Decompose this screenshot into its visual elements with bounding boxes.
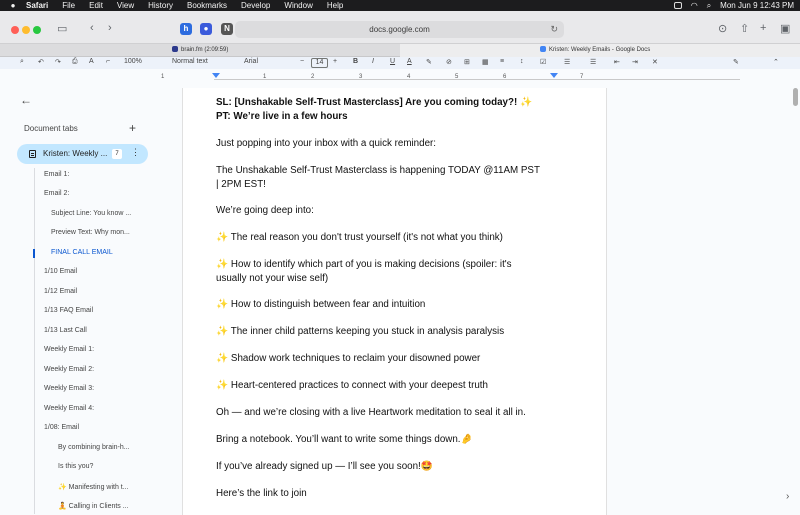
- forward-icon[interactable]: ›: [108, 22, 112, 34]
- bookmark-favicon-icon[interactable]: ●: [200, 23, 212, 35]
- address-url: docs.google.com: [369, 25, 430, 34]
- ruler-number: 2: [311, 74, 315, 80]
- paint-format-icon[interactable]: ⌐: [106, 58, 111, 65]
- reload-icon[interactable]: ↻: [550, 24, 558, 34]
- explore-collapse-icon[interactable]: ›: [786, 491, 790, 502]
- outline-item[interactable]: ✨ Manifesting with t...: [58, 484, 129, 491]
- browser-tab[interactable]: [0, 44, 400, 57]
- underline-icon[interactable]: U: [390, 58, 396, 65]
- doc-paragraph[interactable]: We’re going deep into:: [216, 205, 314, 216]
- document-tabs-header: Document tabs: [24, 124, 78, 133]
- menu-history[interactable]: History: [148, 1, 174, 10]
- increase-indent-icon[interactable]: ⇥: [632, 59, 638, 66]
- doc-paragraph[interactable]: If you’ve already signed up — I’ll see you soon!🤩: [216, 461, 433, 472]
- downloads-icon[interactable]: ⊙: [718, 23, 728, 35]
- zoom-select[interactable]: 100%: [124, 58, 142, 65]
- brainfm-favicon-icon: [172, 46, 178, 52]
- redo-icon[interactable]: ↷: [55, 59, 61, 66]
- doc-paragraph[interactable]: The Unshakable Self-Trust Masterclass is happening TODAY @11AM PST | 2PM EST!: [216, 165, 540, 190]
- left-indent-marker[interactable]: [212, 73, 220, 78]
- checklist-icon[interactable]: ☑: [540, 59, 547, 66]
- undo-icon[interactable]: ↶: [38, 59, 44, 66]
- outline-item[interactable]: 1/13 FAQ Email: [44, 307, 94, 314]
- bullet-paragraph[interactable]: ✨ Heart-centered practices to connect with your deepest truth: [216, 380, 488, 391]
- bookmark-favicon-icon[interactable]: h: [180, 23, 192, 35]
- tab-count-badge: 7: [112, 149, 122, 159]
- search-menus-icon[interactable]: ⌕: [20, 58, 24, 65]
- decrease-indent-icon[interactable]: ⇤: [614, 59, 620, 66]
- back-arrow-icon[interactable]: ←: [20, 93, 32, 107]
- mac-menu-bar: [0, 0, 800, 11]
- bullet-paragraph[interactable]: ✨ How to identify which part of you is making decisions (spoiler: it's usually not your wise self): [216, 259, 512, 284]
- back-icon[interactable]: ‹: [90, 22, 94, 34]
- battery-icon[interactable]: [674, 2, 682, 9]
- browser-tab-active[interactable]: [400, 44, 800, 57]
- vertical-scrollbar[interactable]: [793, 88, 798, 106]
- spellcheck-icon[interactable]: A: [89, 58, 94, 65]
- outline-item[interactable]: Email 2:: [44, 190, 70, 197]
- font-size-input[interactable]: 14: [311, 58, 328, 68]
- ruler-number: 6: [503, 74, 507, 80]
- menu-view[interactable]: View: [116, 1, 135, 10]
- outline-item-current[interactable]: FINAL CALL EMAIL: [51, 249, 113, 256]
- bold-icon[interactable]: B: [353, 58, 359, 65]
- outline-item[interactable]: 1/10 Email: [44, 268, 78, 275]
- right-indent-marker[interactable]: [550, 73, 558, 78]
- ruler-number: 1: [263, 74, 267, 80]
- bookmark-favicon-icon[interactable]: N: [221, 23, 233, 35]
- wifi-icon[interactable]: ◠: [690, 1, 698, 10]
- outline-item[interactable]: Weekly Email 1:: [44, 346, 95, 353]
- outline-item[interactable]: Weekly Email 4:: [44, 405, 95, 412]
- numbered-list-icon[interactable]: ☰: [590, 59, 597, 66]
- active-tab-label: Kristen: Weekly ...: [43, 149, 108, 158]
- menu-bookmarks[interactable]: Bookmarks: [187, 1, 228, 10]
- close-window-button[interactable]: [11, 26, 19, 34]
- ruler[interactable]: [156, 72, 800, 86]
- document-icon: [29, 150, 36, 158]
- hide-menus-icon[interactable]: ⌃: [773, 59, 779, 66]
- ruler-track: [214, 79, 740, 80]
- outline-item[interactable]: 🧘 Calling in Clients ...: [58, 503, 129, 510]
- link-icon[interactable]: ⊘: [446, 59, 452, 66]
- menu-help[interactable]: Help: [326, 1, 344, 10]
- outline-item[interactable]: Weekly Email 2:: [44, 366, 95, 373]
- doc-paragraph[interactable]: Bring a notebook. You’ll want to write some things down.🤌: [216, 434, 473, 445]
- text-color-icon[interactable]: A: [407, 58, 412, 65]
- menu-app-name[interactable]: Safari: [26, 1, 49, 10]
- outline-item[interactable]: Weekly Email 3:: [44, 385, 95, 392]
- ruler-number: 5: [455, 74, 459, 80]
- menu-develop[interactable]: Develop: [241, 1, 271, 10]
- clear-formatting-icon[interactable]: ✕: [652, 59, 658, 66]
- minimize-window-button[interactable]: [22, 26, 30, 34]
- menubar-clock[interactable]: Mon Jun 9 12:43 PM: [720, 1, 794, 10]
- browser-tab-strip: [0, 44, 800, 57]
- ruler-number: 7: [580, 74, 584, 80]
- bullet-paragraph[interactable]: ✨ How to distinguish between fear and intuition: [216, 299, 426, 310]
- browser-tab-title: Kristen: Weekly Emails - Google Docs: [549, 47, 651, 53]
- increase-font-size-icon[interactable]: +: [333, 58, 338, 65]
- new-tab-icon[interactable]: +: [760, 22, 767, 34]
- align-icon[interactable]: ≡: [500, 58, 505, 65]
- bullet-list-icon[interactable]: ☰: [564, 59, 571, 66]
- safari-toolbar: [0, 11, 800, 44]
- menu-edit[interactable]: Edit: [89, 1, 103, 10]
- outline-current-indicator: [33, 249, 35, 258]
- outline-guide-line: [34, 168, 35, 514]
- bullet-paragraph[interactable]: ✨ The real reason you don't trust yourself (it's not what you think): [216, 232, 503, 243]
- browser-tab-title: brain.fm (2:09:59): [181, 47, 229, 53]
- more-options-icon[interactable]: ⋮: [131, 147, 140, 157]
- image-icon[interactable]: ▦: [482, 59, 489, 66]
- bullet-paragraph[interactable]: ✨ The inner child patterns keeping you stuck in analysis paralysis: [216, 326, 505, 337]
- tab-overview-icon[interactable]: ▣: [780, 23, 791, 35]
- comment-icon[interactable]: ⊞: [464, 59, 470, 66]
- editing-mode-icon[interactable]: ✎: [733, 59, 739, 66]
- outline-item[interactable]: 1/08: Email: [44, 424, 80, 431]
- font-select[interactable]: Arial: [244, 58, 259, 65]
- docs-toolbar: [0, 57, 800, 69]
- zoom-window-button[interactable]: [33, 26, 41, 34]
- bullet-paragraph[interactable]: ✨ Shadow work techniques to reclaim your disowned power: [216, 353, 481, 364]
- line-spacing-icon[interactable]: ↕: [520, 58, 524, 65]
- add-tab-icon[interactable]: +: [129, 121, 137, 135]
- ruler-number: 4: [407, 74, 411, 80]
- print-icon[interactable]: ⎙: [72, 58, 78, 65]
- google-docs-favicon-icon: [540, 46, 546, 52]
- subject-preview-lines[interactable]: SL: [Unshakable Self-Trust Masterclass] Are you coming today?! ✨ PT: We’re live in a few hours: [216, 97, 533, 122]
- highlight-icon[interactable]: ✎: [426, 59, 432, 66]
- decrease-font-size-icon[interactable]: −: [300, 58, 305, 65]
- ruler-number: 1: [161, 74, 165, 80]
- apple-menu-icon[interactable]: ●: [10, 1, 16, 10]
- doc-paragraph[interactable]: Here’s the link to join: [216, 488, 307, 499]
- search-icon[interactable]: ⌕: [706, 0, 712, 10]
- outline-item[interactable]: 1/12 Email: [44, 288, 78, 295]
- share-icon[interactable]: ⇧: [740, 23, 750, 35]
- sidebar-toggle-icon[interactable]: ▭: [57, 23, 68, 35]
- outline-item[interactable]: Preview Text: Why mon...: [51, 229, 130, 236]
- style-select[interactable]: Normal text: [172, 58, 208, 65]
- outline-item[interactable]: By combining brain-h...: [58, 444, 130, 451]
- italic-icon[interactable]: I: [372, 58, 374, 65]
- doc-paragraph[interactable]: Just popping into your inbox with a quick reminder:: [216, 138, 437, 149]
- menu-window[interactable]: Window: [284, 1, 313, 10]
- active-document-tab[interactable]: [17, 144, 148, 164]
- outline-item[interactable]: Is this you?: [58, 463, 94, 470]
- ruler-number: 3: [359, 74, 363, 80]
- doc-paragraph[interactable]: Oh — and we’re closing with a live Heartwork meditation to seal it all in.: [216, 407, 526, 418]
- outline-item[interactable]: Email 1:: [44, 171, 70, 178]
- address-bar[interactable]: [235, 21, 564, 38]
- menu-file[interactable]: File: [62, 1, 76, 10]
- outline-item[interactable]: Subject Line: You know ...: [51, 210, 132, 217]
- document-outline-sidebar: [0, 88, 156, 515]
- outline-item[interactable]: 1/13 Last Call: [44, 327, 87, 334]
